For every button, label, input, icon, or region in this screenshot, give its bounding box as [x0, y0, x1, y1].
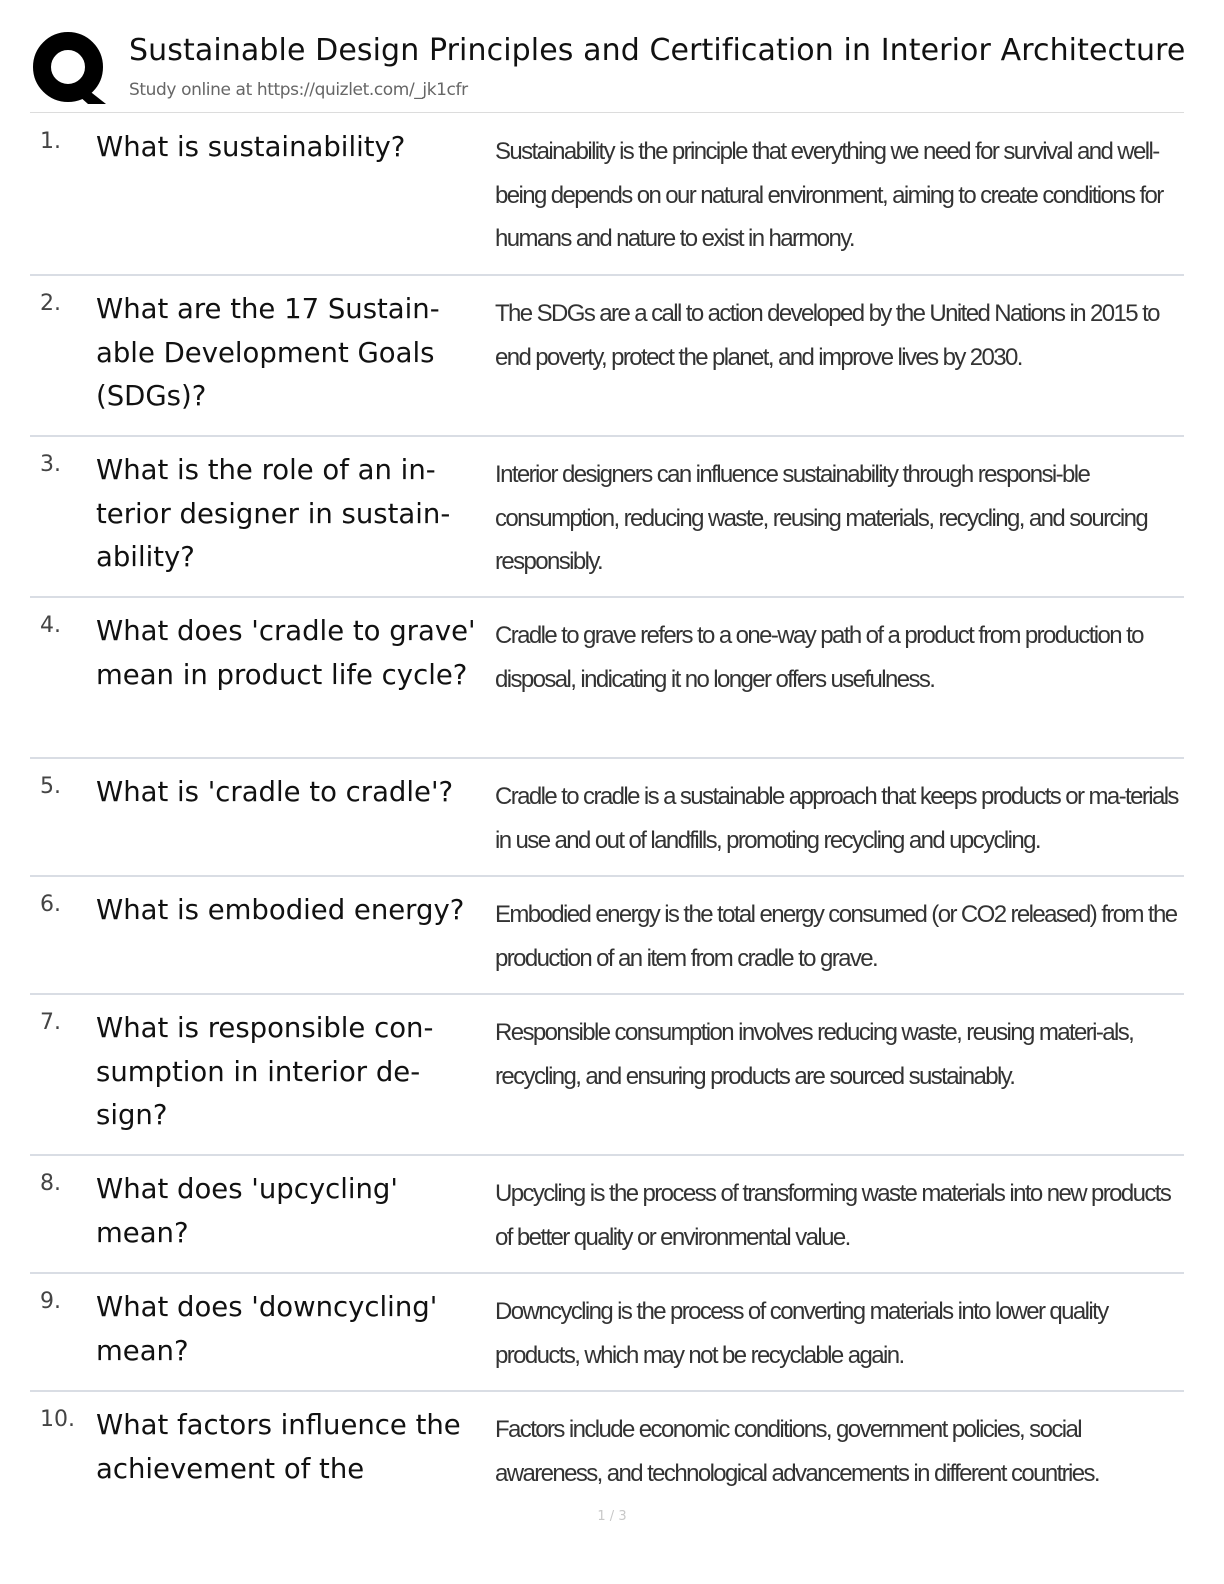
- card-number: 6.: [40, 892, 61, 917]
- study-url-link[interactable]: https://quizlet.com/_jk1cfr: [256, 80, 468, 100]
- flashcard-row: [30, 437, 1184, 598]
- flashcard-row: [30, 598, 1184, 759]
- card-question: What is the role of an in-terior designer in sustain-ability?: [96, 454, 451, 573]
- flashcard-row: [30, 759, 1184, 877]
- page-header: [30, 22, 1190, 114]
- card-number: 9.: [40, 1289, 61, 1314]
- card-question: What is sustainability?: [96, 131, 406, 163]
- card-number: 2.: [40, 291, 61, 316]
- card-number: 10.: [40, 1407, 75, 1432]
- card-answer: Embodied energy is the total energy consumed (or CO2 released) from the production of an item from cradle to grave.: [495, 901, 1177, 972]
- flashcard-row: [30, 877, 1184, 995]
- card-question: What does 'upcycling' mean?: [96, 1173, 398, 1249]
- flashcard-row: [30, 114, 1184, 276]
- flashcard-row: [30, 1274, 1184, 1392]
- card-question: What factors influence the achievement of the: [96, 1409, 461, 1485]
- study-prefix: Study online at: [129, 80, 252, 100]
- card-answer: The SDGs are a call to action developed by the United Nations in 2015 to end poverty, protect the planet, and improve lives by 2030.: [495, 300, 1159, 371]
- card-answer: Sustainability is the principle that everything we need for survival and well-being depends on our natural environment, aiming to create conditions for humans and nature to exist in harmony.: [495, 138, 1163, 252]
- card-question: What is embodied energy?: [96, 894, 465, 926]
- page-number: 1 / 3: [597, 1509, 627, 1524]
- quizlet-logo-icon: [32, 30, 110, 108]
- flashcard-list: [30, 114, 1184, 1497]
- card-answer: Cradle to cradle is a sustainable approach that keeps products or ma-terials in use and out of landfills, promoting recycling and upcycling.: [495, 783, 1178, 854]
- card-question: What are the 17 Sustain-able Development Goals (SDGs)?: [96, 293, 440, 412]
- card-question: What does 'cradle to grave' mean in product life cycle?: [96, 615, 476, 691]
- card-answer: Upcycling is the process of transforming waste materials into new products of better quality or environmental value.: [495, 1180, 1171, 1251]
- card-answer: Factors include economic conditions, government policies, social awareness, and technological advancements in different countries.: [495, 1416, 1099, 1487]
- flashcard-row: [30, 276, 1184, 437]
- card-number: 7.: [40, 1010, 61, 1035]
- flashcard-row: [30, 1156, 1184, 1274]
- card-question: What does 'downcycling' mean?: [96, 1291, 438, 1367]
- card-number: 1.: [40, 129, 61, 154]
- card-question: What is 'cradle to cradle'?: [96, 776, 454, 808]
- card-number: 4.: [40, 613, 61, 638]
- flashcard-row: [30, 995, 1184, 1156]
- flashcard-row: [30, 1392, 1184, 1497]
- card-answer: Interior designers can influence sustainability through responsi-ble consumption, reducing waste, reusing materials, recycling, and sourcing responsibly.: [495, 461, 1148, 575]
- header-divider: [30, 112, 1184, 113]
- card-number: 3.: [40, 452, 61, 477]
- card-number: 8.: [40, 1171, 61, 1196]
- study-link-line: [129, 80, 468, 100]
- page-title: Sustainable Design Principles and Certification in Interior Architecture: [129, 33, 1186, 68]
- card-question: What is responsible con-sumption in interior de-sign?: [96, 1012, 434, 1131]
- card-answer: Cradle to grave refers to a one-way path of a product from production to disposal, indicating it no longer offers usefulness.: [495, 622, 1143, 693]
- card-answer: Responsible consumption involves reducing waste, reusing materi-als, recycling, and ensuring products are sourced sustainably.: [495, 1019, 1134, 1090]
- card-number: 5.: [40, 774, 61, 799]
- card-answer: Downcycling is the process of converting materials into lower quality products, which may not be recyclable again.: [495, 1298, 1108, 1369]
